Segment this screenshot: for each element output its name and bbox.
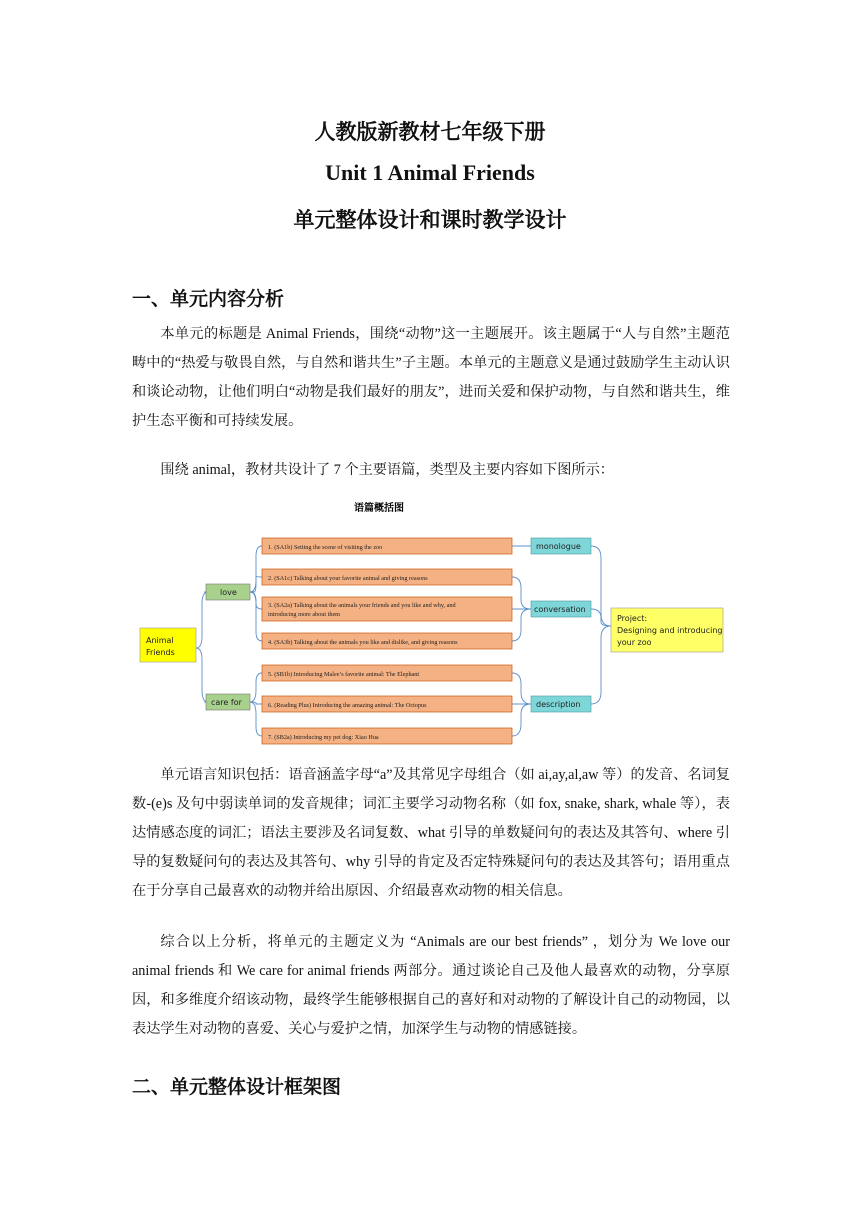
item-node-5-text: 5. (SB1b) Introducing Malee’s favorite animal: The Elephant xyxy=(268,671,420,678)
root-node xyxy=(140,628,196,662)
type-node-description xyxy=(531,696,591,712)
section1-paragraph-4: 综合以上分析，将单元的主题定义为 “Animals are our best friends” ，划分为 We love our animal friends 和 We care for animal friends 两部分。通过谈论自己及他人最喜欢的动物，分享原因，和多维度介绍该动物，最终学生能够根据自己的喜好和对动物的了解设计自己的动物园，以表达学生对动物的喜爱、关心与爱护之情，加深学生与动物的情感链接。 xyxy=(132,934,730,1037)
section1-paragraph-1: 本单元的标题是 Animal Friends，围绕“动物”这一主题展开。该主题属于“人与自然”主题范畴中的“热爱与敬畏自然，与自然和谐共生”子主题。本单元的主题意义是通过鼓励学生主动认识和谈论动物，让他们明白“动物是我们最好的朋友”，进而关爱和保护动物，与自然和谐共生，维护生态平衡和可持续发展。 xyxy=(132,326,730,429)
item-node-6 xyxy=(262,696,512,712)
project-node-line-3: your zoo xyxy=(617,638,652,647)
section2-heading: 二、单元整体设计框架图 xyxy=(132,1076,342,1098)
root-node-line-2: Friends xyxy=(146,648,175,657)
project-node-line-2: Designing and introducing xyxy=(617,626,723,635)
item-node-7 xyxy=(262,728,512,744)
item-node-4 xyxy=(262,633,512,649)
item-node-3-text-line-1: 3. (SA2a) Talking about the animals your friends and you like and why, and xyxy=(268,602,456,609)
item-node-1-text: 1. (SA1b) Setting the scene of visiting the zoo xyxy=(268,544,383,551)
doc-title-line2: Unit 1 Animal Friends xyxy=(325,160,535,185)
project-node xyxy=(611,608,723,652)
diagram-title: 语篇概括图 xyxy=(354,503,404,514)
item-node-2-text: 2. (SA1c) Talking about your favorite animal and giving reasons xyxy=(268,575,428,582)
item-node-6-text: 6. (Reading Plus) Introducing the amazing animal: The Octopus xyxy=(268,702,427,709)
item-node-4-text: 4. (SA3b) Talking about the animals you like and dislike, and giving reasons xyxy=(268,639,458,646)
doc-title-line3: 单元整体设计和课时教学设计 xyxy=(293,207,567,232)
type-node-description-label: description xyxy=(536,700,581,709)
section1-paragraph-2: 围绕 animal，教材共设计了 7 个主要语篇，类型及主要内容如下图所示： xyxy=(160,462,614,478)
item-node-7-text: 7. (SB2a) Introducing my pet dog: Xiao Hua xyxy=(268,734,379,741)
item-node-3-text-line-2: introducing more about them xyxy=(268,611,340,618)
branch-node-care-for xyxy=(206,694,250,710)
branch-node-care-for-label: care for xyxy=(211,698,242,707)
text-overview-diagram xyxy=(138,496,728,746)
branch-node-love xyxy=(206,584,250,600)
type-node-monologue-label: monologue xyxy=(536,542,581,551)
project-node-line-1: Project: xyxy=(617,614,648,623)
section1-heading: 一、单元内容分析 xyxy=(132,288,285,310)
item-node-1 xyxy=(262,538,512,554)
root-node-line-1: Animal xyxy=(146,636,174,645)
type-node-conversation-label: conversation xyxy=(534,605,586,614)
item-node-3 xyxy=(262,597,512,621)
type-node-conversation xyxy=(531,601,591,617)
item-node-2 xyxy=(262,569,512,585)
section1-paragraph-3: 单元语言知识包括：语音涵盖字母“a”及其常见字母组合（如 ai,ay,al,aw 等）的发音、名词复数-(e)s 及句中弱读单词的发音规律；词汇主要学习动物名称（如 fox, snake, shark, whale 等），表达情感态度的词汇；语法主要涉及名词复数、what 引导的单数疑问句的表达及其答句、where 引导的复数疑问句的表达及其答句、why 引导的肯定及否定特殊疑问句的表达及其答句；语用重点在于分享自己最喜欢的动物并给出原因、介绍最喜欢动物的相关信息。 xyxy=(132,767,730,899)
type-node-monologue xyxy=(531,538,591,554)
item-node-5 xyxy=(262,665,512,681)
branch-node-love-label: love xyxy=(220,588,237,597)
doc-title-line1: 人教版新教材七年级下册 xyxy=(314,119,546,144)
